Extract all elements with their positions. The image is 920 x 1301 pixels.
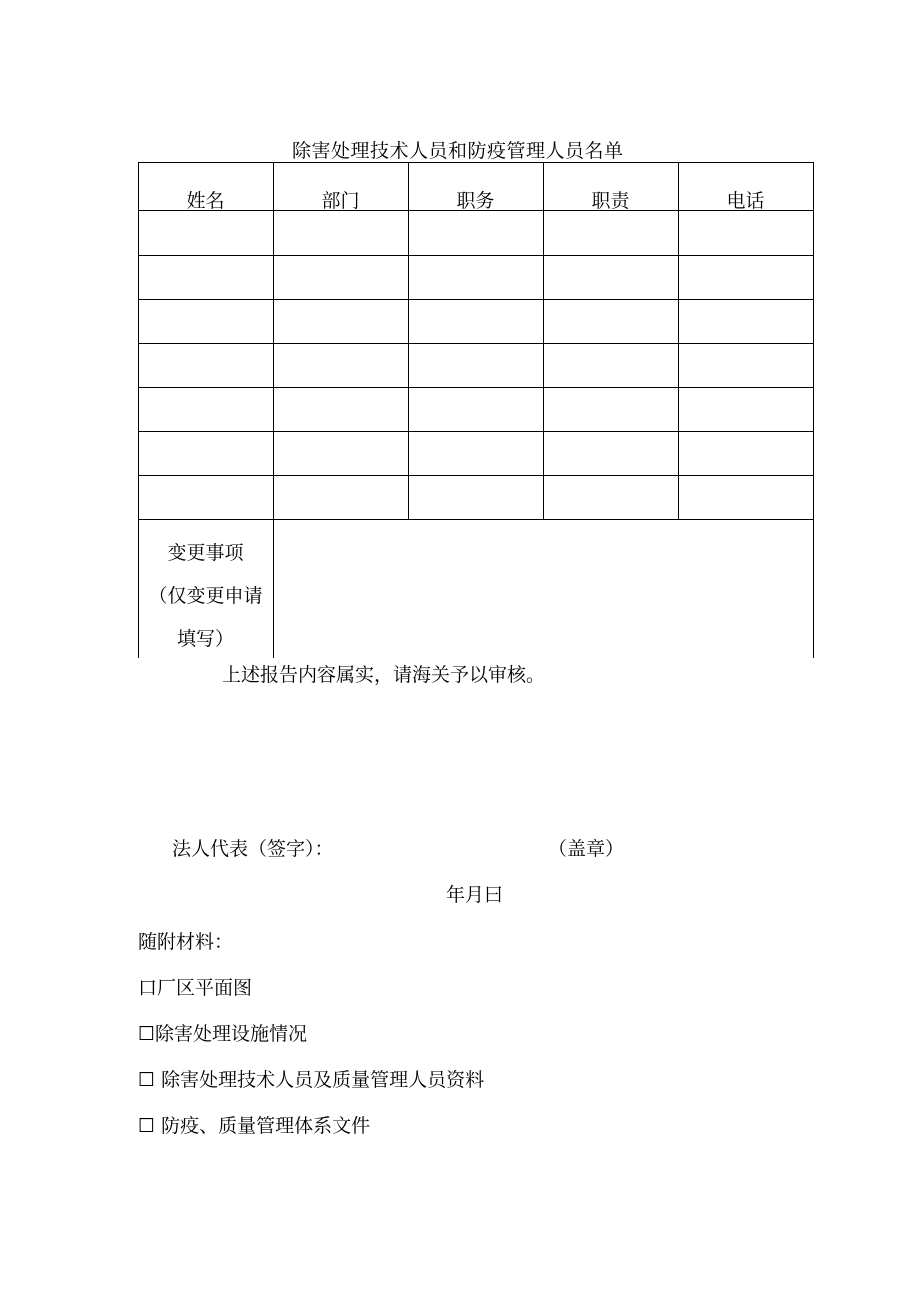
table-rule (138, 255, 814, 256)
header-phone: 电话 (726, 190, 765, 212)
header-department: 部门 (321, 190, 360, 212)
table-cell[interactable] (679, 211, 813, 254)
staff-table (138, 162, 814, 658)
signer-label: 法人代表（签字）： (172, 838, 334, 860)
remark-label-line: 填写） (176, 628, 234, 650)
remark-label-line: 变更事项 (167, 542, 244, 564)
table-cell[interactable] (139, 211, 273, 254)
date-label: 年月曰 (446, 884, 504, 906)
table-rule (138, 431, 814, 432)
table-rule (138, 387, 814, 388)
header-name: 姓名 (186, 190, 225, 212)
page-title: 除害处理技术人员和防疫管理人员名单 (292, 140, 624, 162)
header-duty: 职责 (591, 190, 630, 212)
table-cell[interactable] (544, 211, 678, 254)
remark-content-cell[interactable] (274, 520, 813, 658)
attachment-item[interactable]: ☐ 防疫、质量管理体系文件 (138, 1115, 371, 1137)
table-cell[interactable] (274, 211, 408, 254)
remark-label-line: （仅变更申请 (148, 585, 263, 607)
header-position: 职务 (456, 190, 495, 212)
attachment-item[interactable]: 口厂区平面图 (138, 977, 253, 999)
seal-label: （盖章） (548, 838, 625, 860)
attachment-item[interactable]: ☐除害处理设施情况 (138, 1023, 308, 1045)
table-rule (138, 343, 814, 344)
table-rule (813, 162, 814, 658)
attachments-heading: 随附材料： (138, 931, 234, 953)
table-cell[interactable] (409, 211, 543, 254)
table-rule (138, 162, 814, 163)
statement: 上述报告内容属实，请海关予以审核。 (222, 664, 546, 686)
table-rule (138, 475, 814, 476)
attachment-item[interactable]: ☐ 除害处理技术人员及质量管理人员资料 (138, 1069, 485, 1091)
table-rule (138, 299, 814, 300)
